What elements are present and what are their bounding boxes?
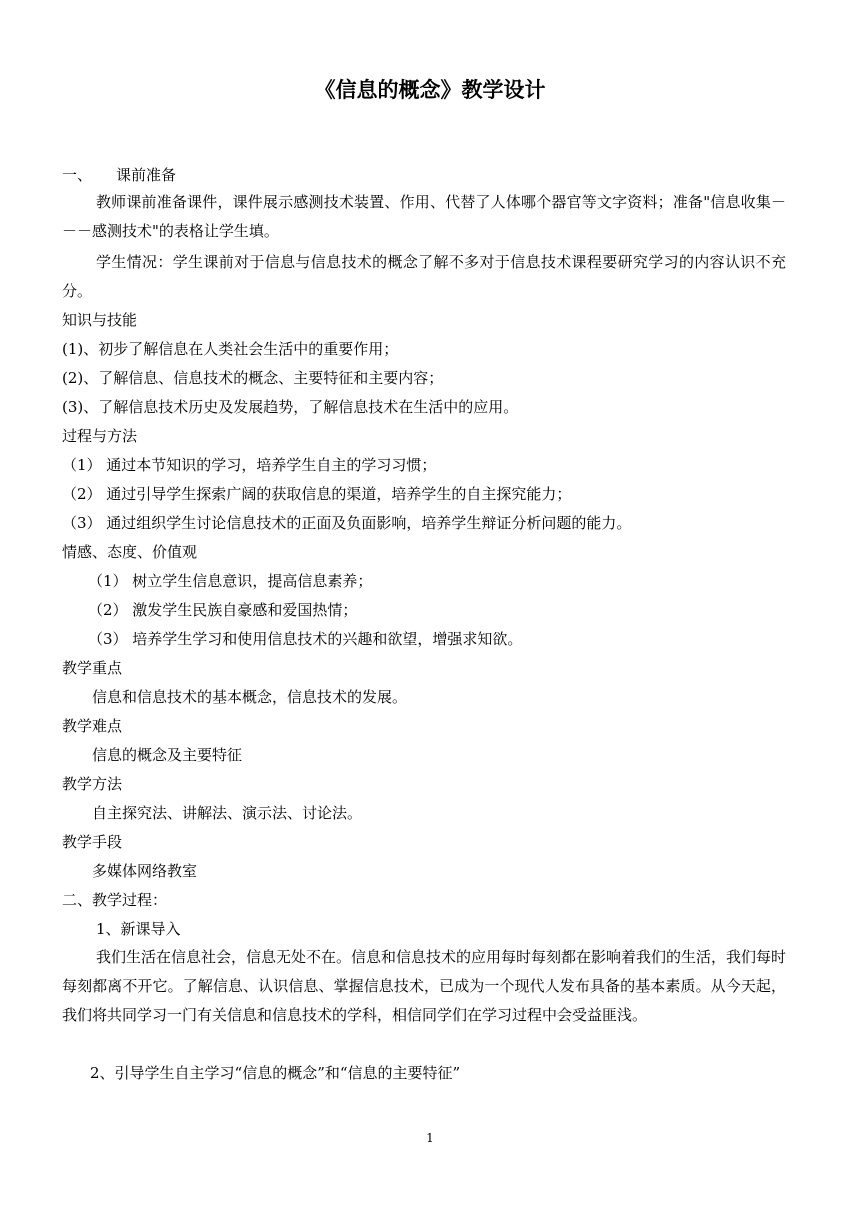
knowledge-heading: 知识与技能 bbox=[62, 311, 138, 329]
section2-sub1: 1、新课导入 bbox=[96, 920, 181, 938]
process-item: （3） 通过组织学生讨论信息技术的正面及负面影响，培养学生辩证分析问题的能力。 bbox=[62, 514, 632, 532]
emotion-item: （1） 树立学生信息意识，提高信息素养； bbox=[88, 572, 373, 590]
key-points-text: 信息和信息技术的基本概念，信息技术的发展。 bbox=[92, 688, 408, 706]
difficulties-heading: 教学难点 bbox=[62, 717, 123, 735]
emotion-item: （3） 培养学生学习和使用信息技术的兴趣和欲望，增强求知欲。 bbox=[88, 630, 523, 648]
page-number: 1 bbox=[426, 1131, 434, 1145]
emotion-heading: 情感、态度、价值观 bbox=[62, 543, 198, 561]
process-heading: 过程与方法 bbox=[62, 427, 138, 445]
process-item: （1） 通过本节知识的学习，培养学生自主的学习习惯； bbox=[62, 456, 437, 474]
section1-title: 课前准备 bbox=[116, 166, 177, 184]
section1-number: 一、 bbox=[62, 166, 93, 184]
difficulties-text: 信息的概念及主要特征 bbox=[92, 746, 243, 764]
intro-paragraph: 我们生活在信息社会，信息无处不在。信息和信息技术的应用每时每刻都在影响着我们的生活，我们每时每刻都离不开它。了解信息、认识信息、掌握信息技术，已成为一个现代人发布具备的基本素质。从今天起，我们将共同学习一门有关信息和信息技术的学科，相信同学们在学习过程中会受益匪浅。 bbox=[62, 948, 787, 1024]
process-item: （2） 通过引导学生探索广阔的获取信息的渠道，培养学生的自主探究能力； bbox=[62, 485, 572, 503]
section2-sub2: 2、引导学生自主学习“信息的概念”和“信息的主要特征” bbox=[90, 1064, 461, 1082]
means-heading: 教学手段 bbox=[62, 833, 123, 851]
knowledge-item: (2)、了解信息、信息技术的概念、主要特征和主要内容； bbox=[62, 369, 444, 387]
student-paragraph: 学生情况：学生课前对于信息与信息技术的概念了解不多对于信息技术课程要研究学习的内容认识不充分。 bbox=[62, 253, 786, 300]
knowledge-item: (3)、了解信息技术历史及发展趋势，了解信息技术在生活中的应用。 bbox=[62, 398, 519, 416]
knowledge-item: (1)、初步了解信息在人类社会生活中的重要作用； bbox=[62, 340, 399, 358]
prep-paragraph: 教师课前准备课件，课件展示感测技术装置、作用、代替了人体哪个器官等文字资料；准备"信息收集－－－感测技术"的表格让学生填。 bbox=[62, 193, 786, 240]
methods-heading: 教学方法 bbox=[62, 775, 123, 793]
methods-text: 自主探究法、讲解法、演示法、讨论法。 bbox=[92, 804, 363, 822]
section2-heading: 二、教学过程： bbox=[62, 891, 168, 909]
means-text: 多媒体网络教室 bbox=[92, 862, 198, 880]
emotion-item: （2） 激发学生民族自豪感和爱国热情； bbox=[88, 601, 358, 619]
key-points-heading: 教学重点 bbox=[62, 659, 123, 677]
section1-heading bbox=[62, 164, 177, 186]
page-title: 《信息的概念》教学设计 bbox=[314, 77, 546, 102]
